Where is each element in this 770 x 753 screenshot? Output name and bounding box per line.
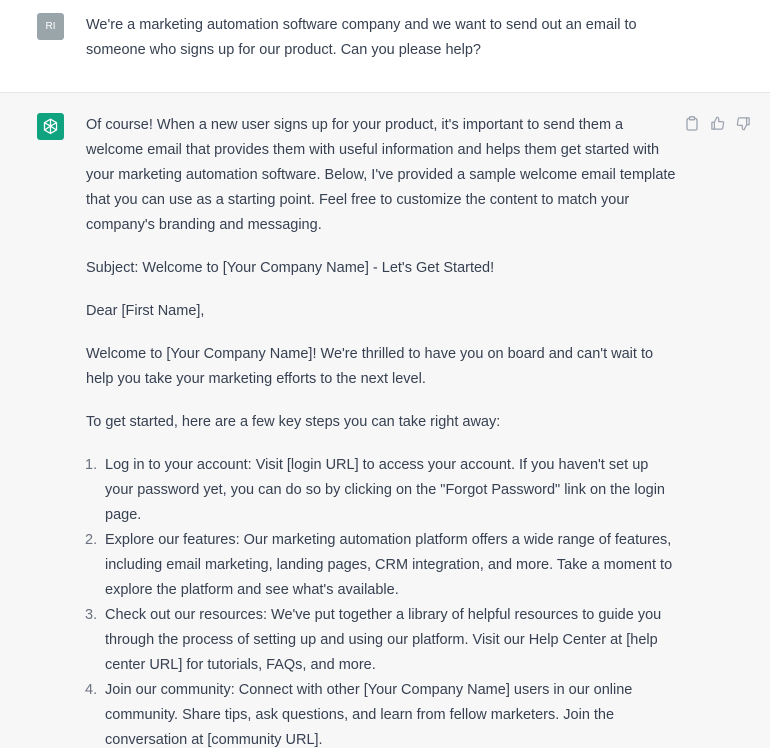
list-item-text: Explore our features: Our marketing automation platform offers a wide range of features, including email marketing, landing pages, CRM integration, and more. Take a moment to explore the platform and see what's available. (105, 532, 673, 598)
list-item-text: Join our community: Connect with other [Your Company Name] users in our online community. Share tips, ask questions, and learn from fellow marketers. Join the conversation at [community URL]. (105, 682, 633, 748)
steps-intro: To get started, here are a few key steps you can take right away: (86, 414, 501, 430)
thumbs-up-icon[interactable] (709, 115, 726, 132)
list-item-number: 1 . (85, 453, 97, 478)
user-avatar: RI (37, 13, 64, 40)
list-item-number: 2 . (85, 528, 97, 553)
user-message-text: We're a marketing automation software company and we want to send out an email to someone who signs up for our product. Can you please help? (86, 17, 637, 58)
steps-list (86, 453, 676, 753)
thumbs-down-icon[interactable] (735, 115, 752, 132)
intro-paragraph: Of course! When a new user signs up for your product, it's important to send them a welcome email that provides them with useful information and helps them get started with your marketing automation software. Below, I've provided a sample welcome email template that you can use as a starting point. Feel free to customize the content to match your company's branding and messaging. (86, 117, 676, 233)
assistant-message-text (86, 113, 676, 753)
list-item-number: 3 . (85, 603, 97, 628)
openai-logo-icon (37, 113, 64, 140)
list-item-number: 4 . (85, 678, 97, 703)
list-item-text: Log in to your account: Visit [login URL] to access your account. If you haven't set up your password yet, you can do so by clicking on the "Forgot Password" link on the login page. (105, 457, 665, 523)
user-message-row (0, 0, 770, 93)
welcome-paragraph: Welcome to [Your Company Name]! We're thrilled to have you on board and can't wait to help you take your marketing efforts to the next level. (86, 346, 654, 387)
list-item (86, 528, 676, 603)
assistant-message-row (0, 93, 770, 748)
list-item (86, 603, 676, 678)
message-actions (683, 115, 752, 132)
list-item (86, 453, 676, 528)
list-item-text: Check out our resources: We've put together a library of helpful resources to guide you through the process of setting up and using our platform. Visit our Help Center at [help center URL] for tutorials, FAQs, and more. (105, 607, 662, 673)
clipboard-icon[interactable] (683, 115, 700, 132)
list-item (86, 678, 676, 753)
email-greeting: Dear [First Name], (86, 303, 205, 319)
email-subject: Subject: Welcome to [Your Company Name] - Let's Get Started! (86, 260, 495, 276)
